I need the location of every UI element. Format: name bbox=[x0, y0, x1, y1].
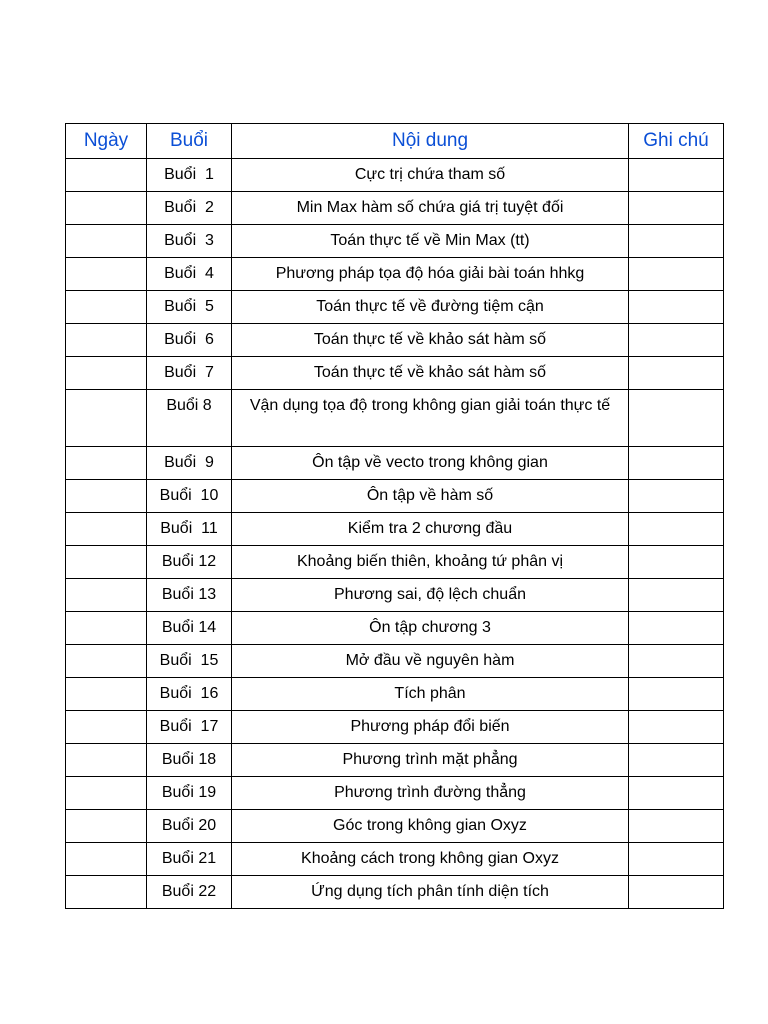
table-row bbox=[66, 579, 724, 612]
table-row bbox=[66, 777, 724, 810]
content-cell: Toán thực tế về Min Max (tt) bbox=[232, 225, 629, 258]
note-cell bbox=[629, 513, 724, 546]
content-cell: Khoảng cách trong không gian Oxyz bbox=[232, 843, 629, 876]
session-cell: Buổi 18 bbox=[147, 744, 232, 777]
date-cell bbox=[66, 678, 147, 711]
note-cell bbox=[629, 225, 724, 258]
note-cell bbox=[629, 579, 724, 612]
table-row bbox=[66, 447, 724, 480]
table-row bbox=[66, 357, 724, 390]
schedule-table bbox=[65, 123, 724, 909]
note-cell bbox=[629, 612, 724, 645]
content-cell: Khoảng biến thiên, khoảng tứ phân vị bbox=[232, 546, 629, 579]
date-cell bbox=[66, 447, 147, 480]
session-cell: Buổi 15 bbox=[147, 645, 232, 678]
content-cell: Phương pháp tọa độ hóa giải bài toán hhkg bbox=[232, 258, 629, 291]
content-cell: Ôn tập về hàm số bbox=[232, 480, 629, 513]
note-cell bbox=[629, 291, 724, 324]
date-cell bbox=[66, 291, 147, 324]
table-row bbox=[66, 843, 724, 876]
date-cell bbox=[66, 357, 147, 390]
table-row bbox=[66, 711, 724, 744]
header-date: Ngày bbox=[66, 124, 147, 159]
content-cell: Toán thực tế về khảo sát hàm số bbox=[232, 357, 629, 390]
table-row bbox=[66, 225, 724, 258]
content-cell: Ôn tập về vecto trong không gian bbox=[232, 447, 629, 480]
table-row bbox=[66, 159, 724, 192]
table-row bbox=[66, 810, 724, 843]
date-cell bbox=[66, 645, 147, 678]
table-row bbox=[66, 192, 724, 225]
session-cell: Buổi 6 bbox=[147, 324, 232, 357]
session-cell: Buổi 14 bbox=[147, 612, 232, 645]
note-cell bbox=[629, 546, 724, 579]
session-cell: Buổi 13 bbox=[147, 579, 232, 612]
session-cell: Buổi 12 bbox=[147, 546, 232, 579]
note-cell bbox=[629, 390, 724, 447]
table-row bbox=[66, 324, 724, 357]
table-row bbox=[66, 678, 724, 711]
date-cell bbox=[66, 546, 147, 579]
note-cell bbox=[629, 645, 724, 678]
note-cell bbox=[629, 777, 724, 810]
note-cell bbox=[629, 447, 724, 480]
date-cell bbox=[66, 612, 147, 645]
content-cell: Tích phân bbox=[232, 678, 629, 711]
date-cell bbox=[66, 513, 147, 546]
table-row bbox=[66, 546, 724, 579]
content-cell: Vận dụng tọa độ trong không gian giải toán thực tế bbox=[232, 390, 629, 447]
header-row bbox=[66, 124, 724, 159]
table-row bbox=[66, 258, 724, 291]
content-cell: Ôn tập chương 3 bbox=[232, 612, 629, 645]
table-body bbox=[66, 159, 724, 909]
table-row bbox=[66, 645, 724, 678]
date-cell bbox=[66, 876, 147, 909]
session-cell: Buổi 19 bbox=[147, 777, 232, 810]
table-row bbox=[66, 291, 724, 324]
session-cell: Buổi 11 bbox=[147, 513, 232, 546]
note-cell bbox=[629, 876, 724, 909]
date-cell bbox=[66, 225, 147, 258]
session-cell: Buổi 10 bbox=[147, 480, 232, 513]
note-cell bbox=[629, 258, 724, 291]
date-cell bbox=[66, 579, 147, 612]
table-row bbox=[66, 876, 724, 909]
content-cell: Toán thực tế về đường tiệm cận bbox=[232, 291, 629, 324]
note-cell bbox=[629, 159, 724, 192]
note-cell bbox=[629, 324, 724, 357]
content-cell: Phương trình đường thẳng bbox=[232, 777, 629, 810]
table-row bbox=[66, 390, 724, 447]
session-cell: Buổi 22 bbox=[147, 876, 232, 909]
date-cell bbox=[66, 159, 147, 192]
content-cell: Min Max hàm số chứa giá trị tuyệt đối bbox=[232, 192, 629, 225]
note-cell bbox=[629, 744, 724, 777]
session-cell: Buổi 7 bbox=[147, 357, 232, 390]
header-session: Buổi bbox=[147, 124, 232, 159]
content-cell: Mở đầu về nguyên hàm bbox=[232, 645, 629, 678]
date-cell bbox=[66, 324, 147, 357]
content-cell: Kiểm tra 2 chương đầu bbox=[232, 513, 629, 546]
note-cell bbox=[629, 480, 724, 513]
table-header bbox=[66, 124, 724, 159]
table-row bbox=[66, 513, 724, 546]
date-cell bbox=[66, 480, 147, 513]
note-cell bbox=[629, 357, 724, 390]
date-cell bbox=[66, 777, 147, 810]
session-cell: Buổi 1 bbox=[147, 159, 232, 192]
date-cell bbox=[66, 258, 147, 291]
table-row bbox=[66, 744, 724, 777]
session-cell: Buổi 17 bbox=[147, 711, 232, 744]
date-cell bbox=[66, 810, 147, 843]
table-row bbox=[66, 480, 724, 513]
date-cell bbox=[66, 744, 147, 777]
date-cell bbox=[66, 711, 147, 744]
date-cell bbox=[66, 390, 147, 447]
content-cell: Góc trong không gian Oxyz bbox=[232, 810, 629, 843]
session-cell: Buổi 8 bbox=[147, 390, 232, 447]
note-cell bbox=[629, 678, 724, 711]
content-cell: Cực trị chứa tham số bbox=[232, 159, 629, 192]
header-note: Ghi chú bbox=[629, 124, 724, 159]
session-cell: Buổi 5 bbox=[147, 291, 232, 324]
content-cell: Toán thực tế về khảo sát hàm số bbox=[232, 324, 629, 357]
note-cell bbox=[629, 711, 724, 744]
content-cell: Ứng dụng tích phân tính diện tích bbox=[232, 876, 629, 909]
content-cell: Phương pháp đổi biến bbox=[232, 711, 629, 744]
table-row bbox=[66, 612, 724, 645]
note-cell bbox=[629, 810, 724, 843]
content-cell: Phương sai, độ lệch chuẩn bbox=[232, 579, 629, 612]
session-cell: Buổi 9 bbox=[147, 447, 232, 480]
session-cell: Buổi 3 bbox=[147, 225, 232, 258]
date-cell bbox=[66, 843, 147, 876]
date-cell bbox=[66, 192, 147, 225]
session-cell: Buổi 20 bbox=[147, 810, 232, 843]
session-cell: Buổi 16 bbox=[147, 678, 232, 711]
header-content: Nội dung bbox=[232, 124, 629, 159]
note-cell bbox=[629, 192, 724, 225]
session-cell: Buổi 21 bbox=[147, 843, 232, 876]
content-cell: Phương trình mặt phẳng bbox=[232, 744, 629, 777]
session-cell: Buổi 2 bbox=[147, 192, 232, 225]
session-cell: Buổi 4 bbox=[147, 258, 232, 291]
note-cell bbox=[629, 843, 724, 876]
